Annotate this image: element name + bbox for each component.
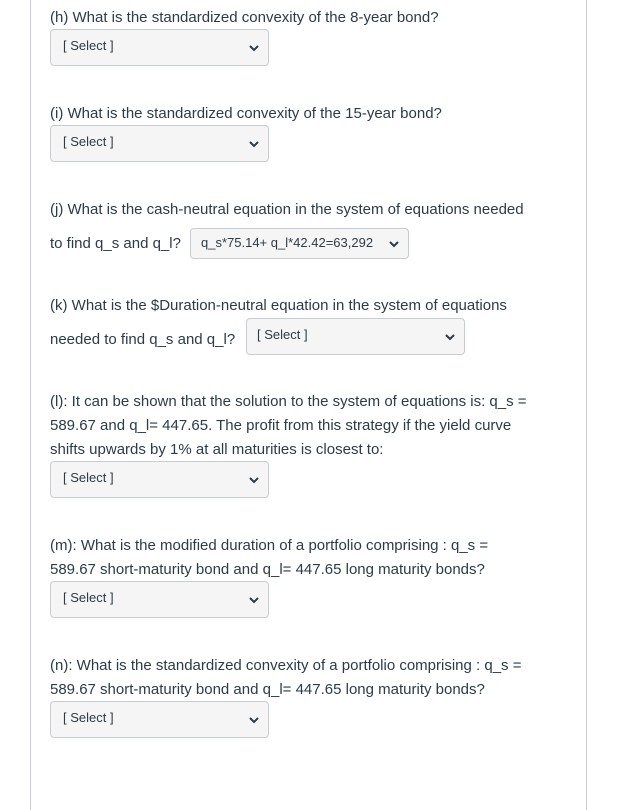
question-j-line1: (j) What is the cash-neutral equation in the system of equations needed	[50, 201, 524, 218]
chevron-down-icon	[444, 331, 456, 343]
question-m-line2: 589.67 short-maturity bond and q_l= 447.65 long maturity bonds?	[50, 561, 485, 578]
question-n-select-value: [ Select ]	[63, 710, 114, 725]
question-l-line1: (l): It can be shown that the solution to the system of equations is: q_s =	[50, 393, 527, 410]
question-m-select[interactable]	[50, 581, 269, 618]
question-h-text: (h) What is the standardized convexity of the 8-year bond?	[50, 9, 439, 26]
chevron-down-icon	[248, 42, 260, 54]
question-m-select-value: [ Select ]	[63, 590, 114, 605]
question-i-select-value: [ Select ]	[63, 134, 114, 149]
chevron-down-icon	[248, 474, 260, 486]
question-l-line2: 589.67 and q_l= 447.65. The profit from this strategy if the yield curve	[50, 417, 512, 434]
question-i-select[interactable]	[50, 125, 269, 162]
question-j-select[interactable]	[190, 228, 409, 259]
question-k-select[interactable]	[246, 318, 465, 355]
chevron-down-icon	[248, 594, 260, 606]
question-n-line2: 589.67 short-maturity bond and q_l= 447.65 long maturity bonds?	[50, 681, 485, 698]
question-n-select[interactable]	[50, 701, 269, 738]
chevron-down-icon	[248, 138, 260, 150]
question-i-text: (i) What is the standardized convexity of the 15-year bond?	[50, 105, 442, 122]
question-j-select-value: q_s*75.14+ q_l*42.42=63,292	[201, 235, 374, 250]
chevron-down-icon	[388, 238, 400, 250]
question-l-select[interactable]	[50, 461, 269, 498]
question-n-line1: (n): What is the standardized convexity of a portfolio comprising : q_s =	[50, 657, 522, 674]
question-l-select-value: [ Select ]	[63, 470, 114, 485]
question-k-line2: needed to find q_s and q_l?	[50, 331, 236, 348]
chevron-down-icon	[248, 714, 260, 726]
question-l-line3: shifts upwards by 1% at all maturities is closest to:	[50, 441, 384, 458]
question-k-line1: (k) What is the $Duration-neutral equation in the system of equations	[50, 297, 507, 314]
question-h-select-value: [ Select ]	[63, 38, 114, 53]
question-j-line2: to find q_s and q_l?	[50, 235, 181, 252]
question-m-line1: (m): What is the modified duration of a portfolio comprising : q_s =	[50, 537, 489, 554]
question-k-select-value: [ Select ]	[257, 327, 308, 342]
question-h-select[interactable]	[50, 29, 269, 66]
